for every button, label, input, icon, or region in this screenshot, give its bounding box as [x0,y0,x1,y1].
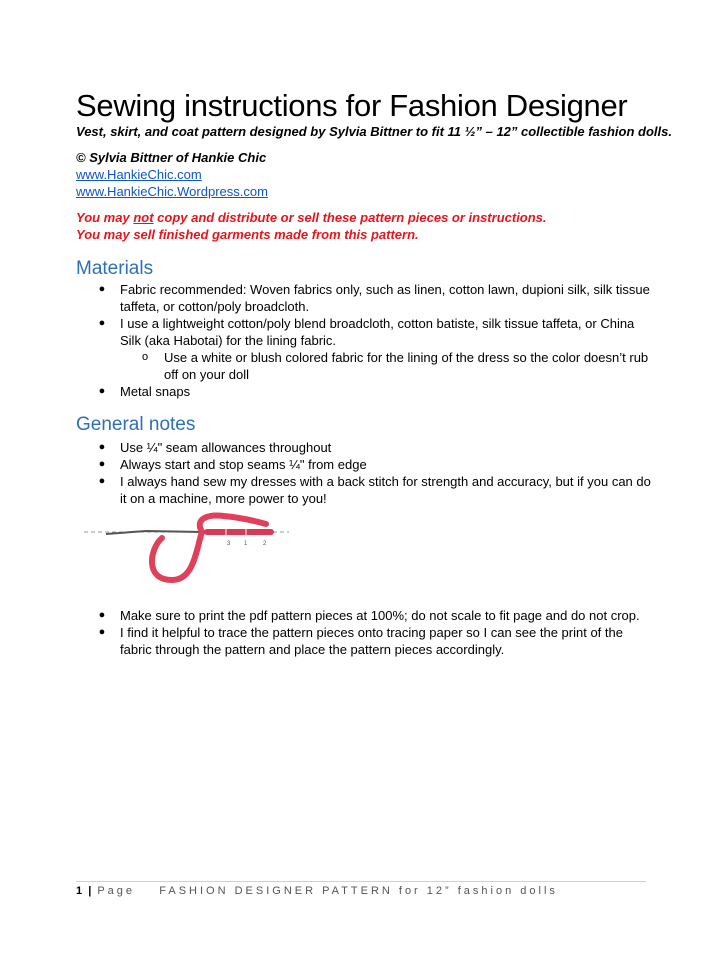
footer-tagline: PATTERN for 12” fashion dolls [322,885,558,897]
list-item-text: Use a white or blush colored fabric for the lining of the dress so the color doesn’t rub off on your doll [164,350,649,382]
list-item-text: Fabric recommended: Woven fabrics only, such as linen, cotton lawn, dupioni silk, silk tissue taffeta, or cotton/poly broadcloth. [120,282,650,314]
page-title: Sewing instructions for Fashion Designer [76,88,628,123]
back-stitch-illustration-icon [84,510,294,590]
page-footer [76,884,558,898]
list-item [96,473,656,507]
sub-list-item [96,349,656,383]
list-item [96,383,656,400]
footer-separator: | [88,885,92,897]
list-item-text: I always hand sew my dresses with a back stitch for strength and accuracy, but if you can do it on a machine, more power to you! [120,474,651,506]
stitch-label: 2 [263,541,267,547]
bullet-icon: ● [98,283,106,295]
list-item [96,315,656,349]
bullet-icon: ● [98,475,106,487]
link-hankiechic[interactable]: www.HankieChic.com [76,167,202,182]
general-notes-heading: General notes [76,414,196,435]
footer-divider [76,881,646,882]
stitch-label: 1 [244,541,248,547]
materials-list [96,281,656,400]
bullet-icon: ● [98,609,106,621]
warning-line-1 [76,209,547,226]
bullet-icon: ● [98,441,106,453]
warning-text: You may [76,210,134,225]
list-item [96,439,656,456]
copyright-notice: © Sylvia Bittner of Hankie Chic [76,150,267,165]
circle-bullet-icon: o [142,351,149,363]
warning-line-2: You may sell finished garments made from this pattern. [76,227,419,242]
list-item-text: Make sure to print the pdf pattern pieces at 100%; do not scale to fit page and do not crop. [120,608,640,623]
bullet-icon: ● [98,458,106,470]
page-word: Page [97,885,136,897]
bullet-icon: ● [98,385,106,397]
list-item [96,281,656,315]
warning-emphasis: not [133,210,154,225]
general-notes-list-continued [96,607,656,658]
bullet-icon: ● [98,317,106,329]
warning-text: copy and distribute or sell these pattern pieces or instructions. [153,210,547,225]
list-item-text: Metal snaps [120,384,191,399]
subtitle: Vest, skirt, and coat pattern designed by Sylvia Bittner to fit 11 ½” – 12” collectible fashion dolls. [76,124,672,139]
stitch-label: 3 [227,541,231,547]
list-item-text: Always start and stop seams ¼" from edge [120,457,367,472]
list-item [96,624,656,658]
list-item [96,456,656,473]
page-number: 1 [76,885,83,897]
link-hankiechic-wordpress[interactable]: www.HankieChic.Wordpress.com [76,184,268,199]
footer-brand: FASHION DESIGNER [159,885,317,897]
materials-heading: Materials [76,258,154,279]
general-notes-list [96,439,656,507]
list-item-text: I use a lightweight cotton/poly blend broadcloth, cotton batiste, silk tissue taffeta, or China Silk (aka Habotai) for the lining fabric. [120,316,635,348]
bullet-icon: ● [98,626,106,638]
list-item [96,607,656,624]
list-item-text: Use ¼" seam allowances throughout [120,440,332,455]
list-item-text: I find it helpful to trace the pattern pieces onto tracing paper so I can see the print of the fabric through the pattern and place the pattern pieces accordingly. [120,625,623,657]
